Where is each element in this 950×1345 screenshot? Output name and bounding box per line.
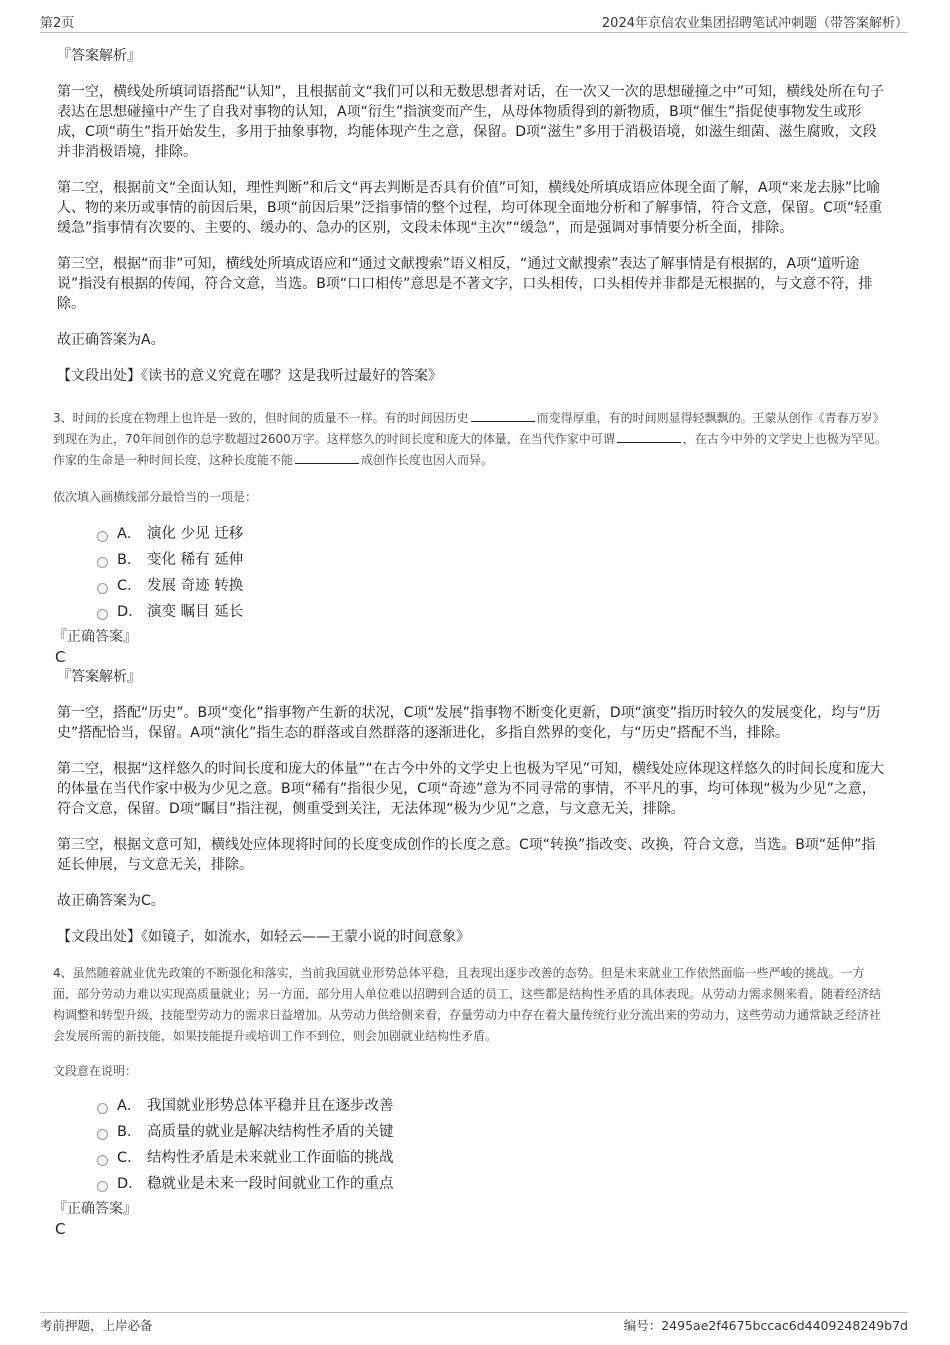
question-3 — [53, 408, 887, 947]
page-number: 第2页 — [40, 16, 75, 31]
final-answer-statement: 故正确答案为C。 — [57, 893, 165, 909]
radio-button-icon[interactable] — [97, 609, 108, 620]
correct-answer-value: C — [55, 1220, 66, 1238]
answer-options — [97, 1093, 887, 1197]
page-footer — [40, 1312, 908, 1335]
radio-button-icon[interactable] — [97, 583, 108, 594]
analysis-paragraph: 第一空，搭配“历史”。B项“变化”指事物产生新的状况，C项“发展”指事物不断变化更新，D项“演变”指历时较久的发展变化，均与“历史”搭配恰当，保留。A项“演化”指生态的群落或自然群落的逐渐进化，多指自然界的变化，与“历史”搭配不当，排除。 — [57, 705, 881, 741]
analysis-paragraph: 第二空，根据“这样悠久的时间长度和庞大的体量”“在古今中外的文学史上也极为罕见”可知，横线处应体现这样悠久的时间长度和庞大的体量在当代作家中极为少见之意。B项“稀有”指很少见，C项“奇迹”意为不同寻常的事情，不平凡的事，均可体现“极为少见”之意，符合文意，保留。D项“瞩目”指注视，侧重受到关注，无法体现“极为少见”之意，与文意无关，排除。 — [57, 761, 885, 817]
option-d[interactable]: D． 稳就业是未来一段时间就业工作的重点 — [97, 1171, 887, 1197]
analysis-paragraph: 第三空，根据“而非”可知，横线处所填成语应和“通过文献搜索”语义相反，“通过文献搜索”表达了解事情是有根据的，A项“道听途说”指没有根据的传闻，符合文意，当选。B项“口口相传”意思是不著文字，口头相传，口头相传并非都是无根据的，与文意不符，排除。 — [57, 256, 873, 312]
analysis-paragraph: 第三空，根据文意可知，横线处应体现将时间的长度变成创作的长度之意。C项“转换”指改变、改换，符合文意，当选。B项“延伸”指延长伸展，与文意无关，排除。 — [57, 837, 876, 873]
question-4 — [53, 963, 887, 1239]
analysis-label: 『答案解析』 — [57, 669, 141, 685]
option-b[interactable]: B． 高质量的就业是解决结构性矛盾的关键 — [97, 1119, 887, 1145]
radio-button-icon[interactable] — [97, 1129, 108, 1140]
answer-options — [97, 521, 887, 625]
analysis-label: 『答案解析』 — [57, 48, 141, 64]
radio-button-icon[interactable] — [97, 557, 108, 568]
source-citation: 【文段出处】《如镜子，如流水，如轻云——王蒙小说的时间意象》 — [57, 929, 470, 945]
fill-blank-1 — [471, 409, 535, 422]
source-citation: 【文段出处】《读书的意义究竟在哪？这是我听过最好的答案》 — [57, 368, 442, 384]
question-prompt: 依次填入画横线部分最恰当的一项是： — [53, 490, 258, 504]
option-b[interactable]: B． 变化 稀有 延伸 — [97, 547, 887, 573]
option-a[interactable]: A． 演化 少见 迁移 — [97, 521, 887, 547]
correct-answer-value: C — [55, 648, 66, 666]
page-content — [53, 40, 887, 1239]
page-header — [40, 12, 908, 33]
final-answer-statement: 故正确答案为A。 — [57, 332, 165, 348]
analysis-paragraph: 第一空，横线处所填词语搭配“认知”，且根据前文“我们可以和无数思想者对话，在一次又一次的思想碰撞之中”可知，横线处所在句子表达在思想碰撞中产生了自我对事物的认知，A项“衍生”指演变而产生，从母体物质得到的新物质，B项“催生”指促使事物发生或形成，C项“萌生”指开始发生，多用于抽象事物，均能体现产生之意，保留。D项“滋生”多用于消极语境，如滋生细菌、滋生腐败，文段并非消极语境，排除。 — [57, 84, 885, 160]
radio-button-icon[interactable] — [97, 531, 108, 542]
radio-button-icon[interactable] — [97, 1181, 108, 1192]
q2-analysis-section — [57, 46, 887, 386]
radio-button-icon[interactable] — [97, 1155, 108, 1166]
analysis-paragraph: 第二空，根据前文“全面认知，理性判断”和后文“再去判断是否具有价值”可知，横线处所填成语应体现全面了解，A项“来龙去脉”比喻人、物的来历或事情的前因后果，B项“前因后果”泛指事情的整个过程，均可体现全面地分析和了解事情，符合文意，保留。C项“轻重缓急”指事情有次要的、主要的、缓办的、急办的区别，文段未体现“主次”“缓急”，而是强调对事情要分析全面，排除。 — [57, 180, 883, 236]
question-prompt: 文段意在说明： — [53, 1064, 138, 1078]
option-c[interactable]: C． 结构性矛盾是未来就业工作面临的挑战 — [97, 1145, 887, 1171]
document-title: 2024年京信农业集团招聘笔试冲刺题（带答案解析） — [601, 16, 908, 31]
option-a[interactable]: A． 我国就业形势总体平稳并且在逐步改善 — [97, 1093, 887, 1119]
radio-button-icon[interactable] — [97, 1103, 108, 1114]
question-stem: 3、时间的长度在物理上也许是一致的，但时间的质量不一样。有的时间因历史 而变得厚重，有的时间则显得轻飘飘的。王蒙从创作《青春万岁》到现在为止，70年间创作的总字数超过2600万字。这样悠久的时间长度和庞大的体量，在当代作家中可谓 ，在古今中外的文学史上也极为罕见。作家的生命是一种时间长度，这种长度能不能 成创作长度也因人而异。 — [53, 411, 887, 467]
option-c[interactable]: C． 发展 奇迹 转换 — [97, 573, 887, 599]
correct-answer-label: 『正确答案』 — [53, 629, 137, 645]
correct-answer-label: 『正确答案』 — [53, 1201, 137, 1217]
document-serial: 编号：2495ae2f4675bccac6d4409248249b7d — [623, 1318, 908, 1333]
question-stem: 4、虽然随着就业优先政策的不断强化和落实，当前我国就业形势总体平稳，且表现出逐步改善的态势。但是未来就业工作依然面临一些严峻的挑战。一方面，部分劳动力难以实现高质量就业；另一方面，部分用人单位难以招聘到合适的员工，这些都是结构性矛盾的具体表现。从劳动力需求侧来看，随着经济结构调整和转型升级，技能型劳动力的需求日益增加。从劳动力供给侧来看，存量劳动力中存在着大量传统行业分流出来的劳动力，这些劳动力通常缺乏经济社会发展所需的新技能，如果技能提升或培训工作不到位，则会加剧就业结构性矛盾。 — [53, 966, 882, 1043]
fill-blank-3 — [295, 451, 359, 464]
fill-blank-2 — [617, 430, 681, 443]
footer-slogan: 考前押题，上岸必备 — [40, 1318, 153, 1333]
option-d[interactable]: D． 演变 瞩目 延长 — [97, 599, 887, 625]
